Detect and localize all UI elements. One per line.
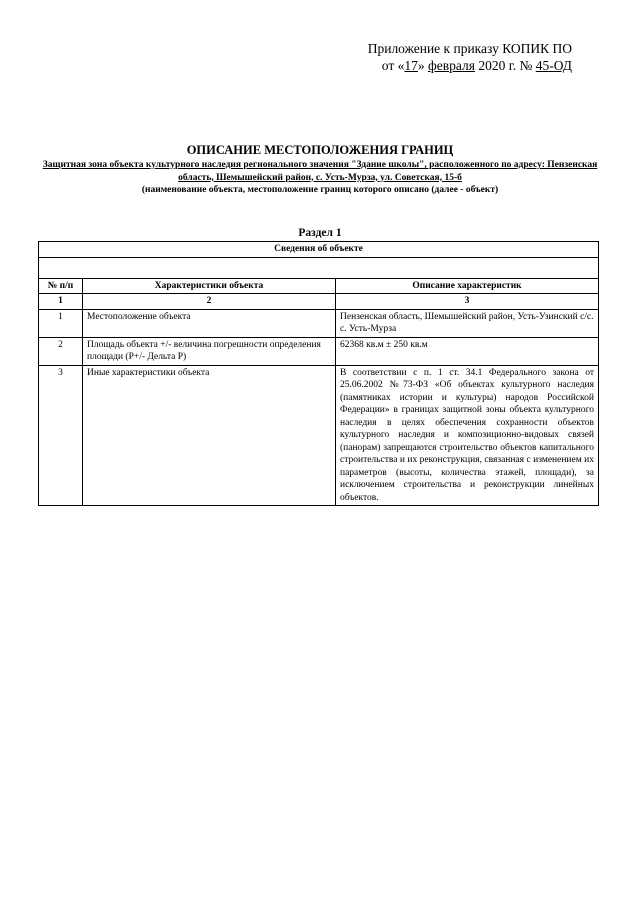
date-year: 2020 г. № bbox=[474, 58, 536, 73]
appendix-block bbox=[368, 40, 572, 74]
table-caption-row bbox=[39, 242, 599, 258]
appendix-line1: Приложение к приказу КОПИК ПО bbox=[367, 41, 572, 56]
table-header-row bbox=[39, 278, 599, 294]
section-heading: Раздел 1 bbox=[298, 227, 342, 239]
table-row bbox=[39, 309, 599, 337]
table-column-numbers-row bbox=[39, 294, 599, 310]
table-caption: Сведения об объекте bbox=[39, 242, 599, 258]
header-characteristics: Характеристики объекта bbox=[83, 278, 336, 294]
table-empty-row bbox=[39, 257, 599, 278]
row-name: Местоположение объекта bbox=[83, 309, 336, 337]
date-prefix: от « bbox=[381, 58, 405, 73]
row-desc: В соответствии с п. 1 ст. 34.1 Федерального закона от 25.06.2002 №73-ФЗ «Об объектах культурного наследия (памятниках истории и культуры) народов Российской Федерации» в границах защитной зоны объекта культурного наследия в целях обеспечения сохранности объектов культурного наследия и композиционно-видовых связей (панорам) запрещаются строительство объектов капитального строительства и их реконструкция, связанная с изменением их параметров (высоты, количества этажей, площади), за исключением строительства и реконструкции линейных объектов. bbox=[336, 365, 599, 506]
column-number: 1 bbox=[39, 294, 83, 310]
table-row bbox=[39, 337, 599, 365]
row-desc: Пензенская область, Шемышейский район, Усть-Узинский с/с. с. Усть-Мурза bbox=[336, 309, 599, 337]
date-day: 17 bbox=[404, 58, 418, 73]
object-info-table bbox=[38, 241, 599, 506]
document-subtitle: Защитная зона объекта культурного наследия регионального значения "Здание школы", расположенного по адресу: Пензенская область, Шемышейский район, с. Усть-Мурза, ул. Советская, 15-б bbox=[42, 160, 598, 183]
row-num: 3 bbox=[39, 365, 83, 506]
row-num: 2 bbox=[39, 337, 83, 365]
header-description: Описание характеристик bbox=[336, 278, 599, 294]
document-title: ОПИСАНИЕ МЕСТОПОЛОЖЕНИЯ ГРАНИЦ bbox=[186, 143, 454, 157]
date-mid: » bbox=[417, 58, 429, 73]
document-subtitle-note: (наименование объекта, местоположение границ которого описано (далее - объект) bbox=[141, 185, 499, 195]
row-num: 1 bbox=[39, 309, 83, 337]
table-row bbox=[39, 365, 599, 506]
header-num: № п/п bbox=[39, 278, 83, 294]
empty-cell bbox=[39, 257, 599, 278]
order-number: 45-ОД bbox=[535, 58, 572, 73]
row-name: Площадь объекта +/- величина погрешности определения площади (Р+/- Дельта Р) bbox=[83, 337, 336, 365]
row-desc: 62368 кв.м ± 250 кв.м bbox=[336, 337, 599, 365]
title-block bbox=[40, 143, 600, 197]
row-name: Иные характеристики объекта bbox=[83, 365, 336, 506]
column-number: 3 bbox=[336, 294, 599, 310]
appendix-line2 bbox=[368, 57, 572, 74]
date-month: февраля bbox=[428, 58, 475, 73]
column-number: 2 bbox=[83, 294, 336, 310]
